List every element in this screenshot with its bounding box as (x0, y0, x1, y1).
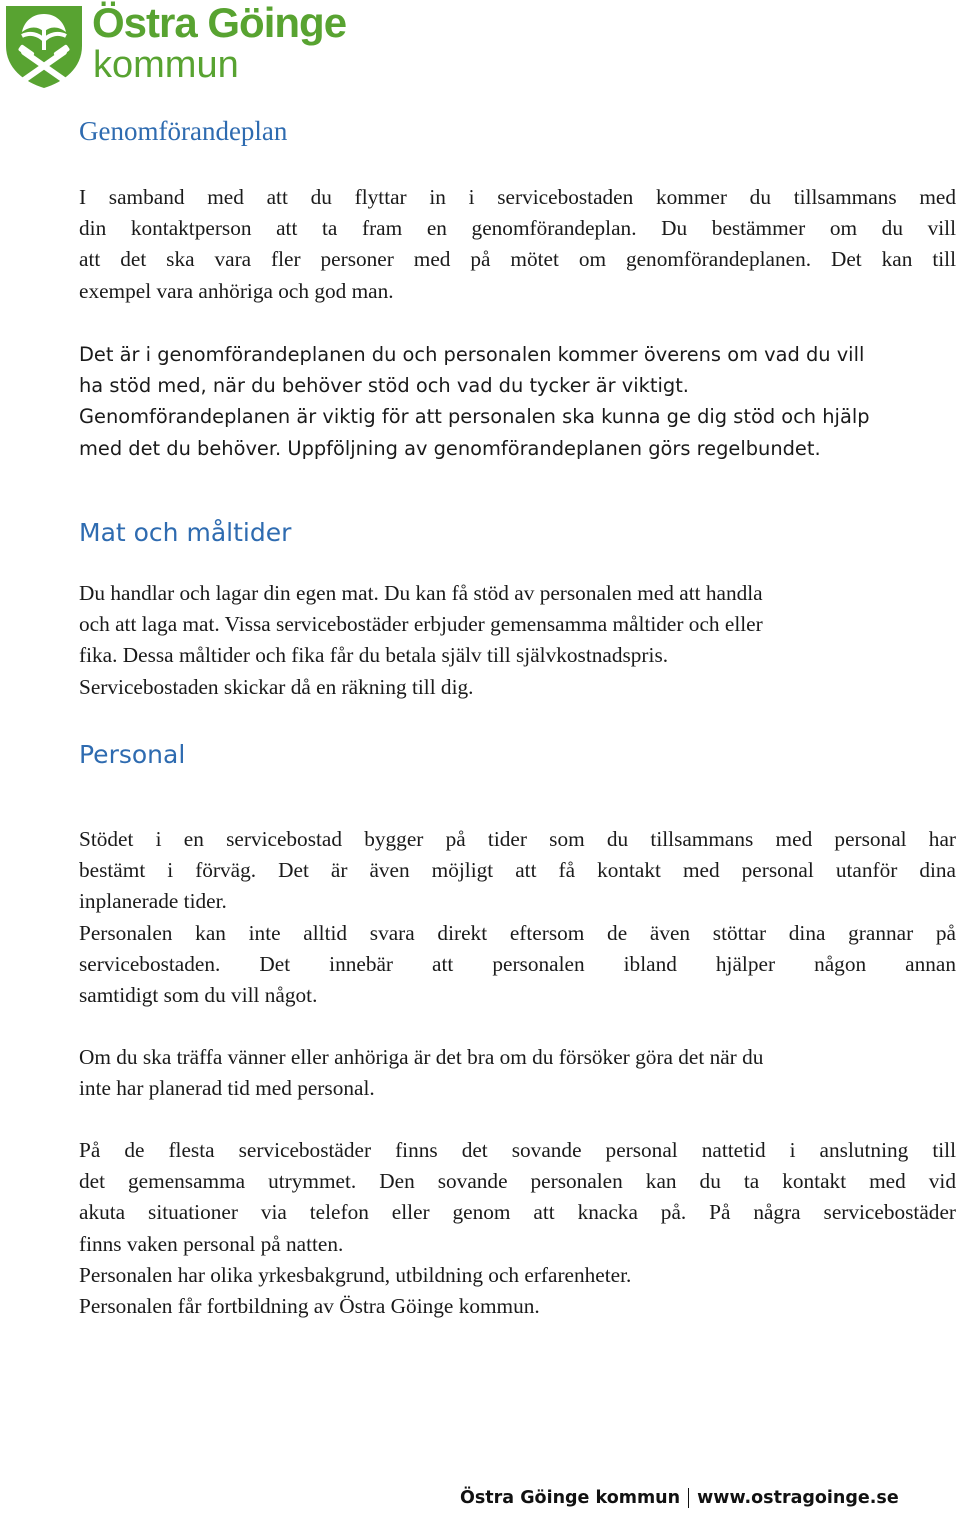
text-line: Du handlar och lagar din egen mat. Du kan få stöd av personalen med att handla (79, 581, 763, 605)
heading-personal: Personal (79, 740, 186, 769)
footer-org: Östra Göinge kommun (460, 1488, 681, 1508)
text-line: Servicebostaden skickar då en räkning till dig. (79, 674, 474, 699)
text-line: samtidigt som du vill något. (79, 983, 318, 1008)
text-line: Personalen kan inte alltid svara direkt eftersom de även stöttar dina grannar på (79, 920, 956, 945)
paragraph-personal-vanner (79, 1042, 956, 1104)
footer-url[interactable]: www.ostragoinge.se (697, 1488, 899, 1508)
logo-wordmark: Östra Göinge (92, 0, 347, 46)
text-line: På de flesta servicebostäder finns det sovande personal nattetid i anslutning till (79, 1138, 956, 1162)
text-line: finns vaken personal på natten. (79, 1231, 344, 1256)
footer-divider (688, 1488, 689, 1508)
text-line: Genomförandeplanen är viktig för att personalen ska kunna ge dig stöd och hjälp (79, 405, 870, 429)
paragraph-personal-natt (79, 1135, 956, 1322)
text-line: med det du behöver. Uppföljning av genomförandeplanen görs regelbundet. (79, 436, 821, 460)
paragraph-genomforandeplan-intro (79, 182, 956, 307)
text-line: och att laga mat. Vissa servicebostäder erbjuder gemensamma måltider och eller (79, 612, 763, 637)
heading-genomforandeplan: Genomförandeplan (79, 116, 288, 146)
heading-mat-och-maltider: Mat och måltider (79, 518, 292, 547)
text-line: Det är i genomförandeplanen du och personalen kommer överens om vad du vill (79, 343, 865, 366)
text-line: Personalen får fortbildning av Östra Göinge kommun. (79, 1294, 540, 1319)
logo-subtitle: kommun (93, 44, 239, 86)
text-line: Stödet i en servicebostad bygger på tider som du tillsammans med personal har (79, 827, 956, 851)
text-line: det gemensamma utrymmet. Den sovande personalen kan du ta kontakt med vid (79, 1169, 956, 1194)
text-line: Personalen har olika yrkesbakgrund, utbildning och erfarenheter. (79, 1262, 632, 1287)
text-line: inte har planerad tid med personal. (79, 1076, 375, 1101)
text-line: bestämt i förväg. Det är även möjligt att få kontakt med personal utanför dina (79, 858, 956, 883)
text-line: fika. Dessa måltider och fika får du betala själv till självkostnadspris. (79, 643, 669, 668)
paragraph-genomforandeplan-details (79, 339, 956, 464)
text-line: ha stöd med, när du behöver stöd och vad du tycker är viktigt. (79, 374, 689, 398)
municipality-logo (0, 0, 360, 96)
text-line: inplanerade tider. (79, 889, 227, 914)
text-line: servicebostaden. Det innebär att personalen ibland hjälper någon annan (79, 951, 956, 976)
text-line: att det ska vara fler personer med på mötet om genomförandeplanen. Det kan till (79, 247, 956, 272)
text-line: akuta situationer via telefon eller genom att knacka på. På några servicebostäder (79, 1200, 956, 1225)
page-footer (460, 1488, 899, 1508)
coat-of-arms-icon (2, 2, 86, 90)
text-line: exempel vara anhöriga och god man. (79, 278, 394, 303)
paragraph-mat (79, 578, 956, 703)
paragraph-personal-stod (79, 824, 956, 1011)
text-line: din kontaktperson att ta fram en genomförandeplan. Du bestämmer om du vill (79, 216, 956, 241)
text-line: I samband med att du flyttar in i servicebostaden kommer du tillsammans med (79, 185, 956, 209)
text-line: Om du ska träffa vänner eller anhöriga är det bra om du försöker göra det när du (79, 1045, 764, 1069)
